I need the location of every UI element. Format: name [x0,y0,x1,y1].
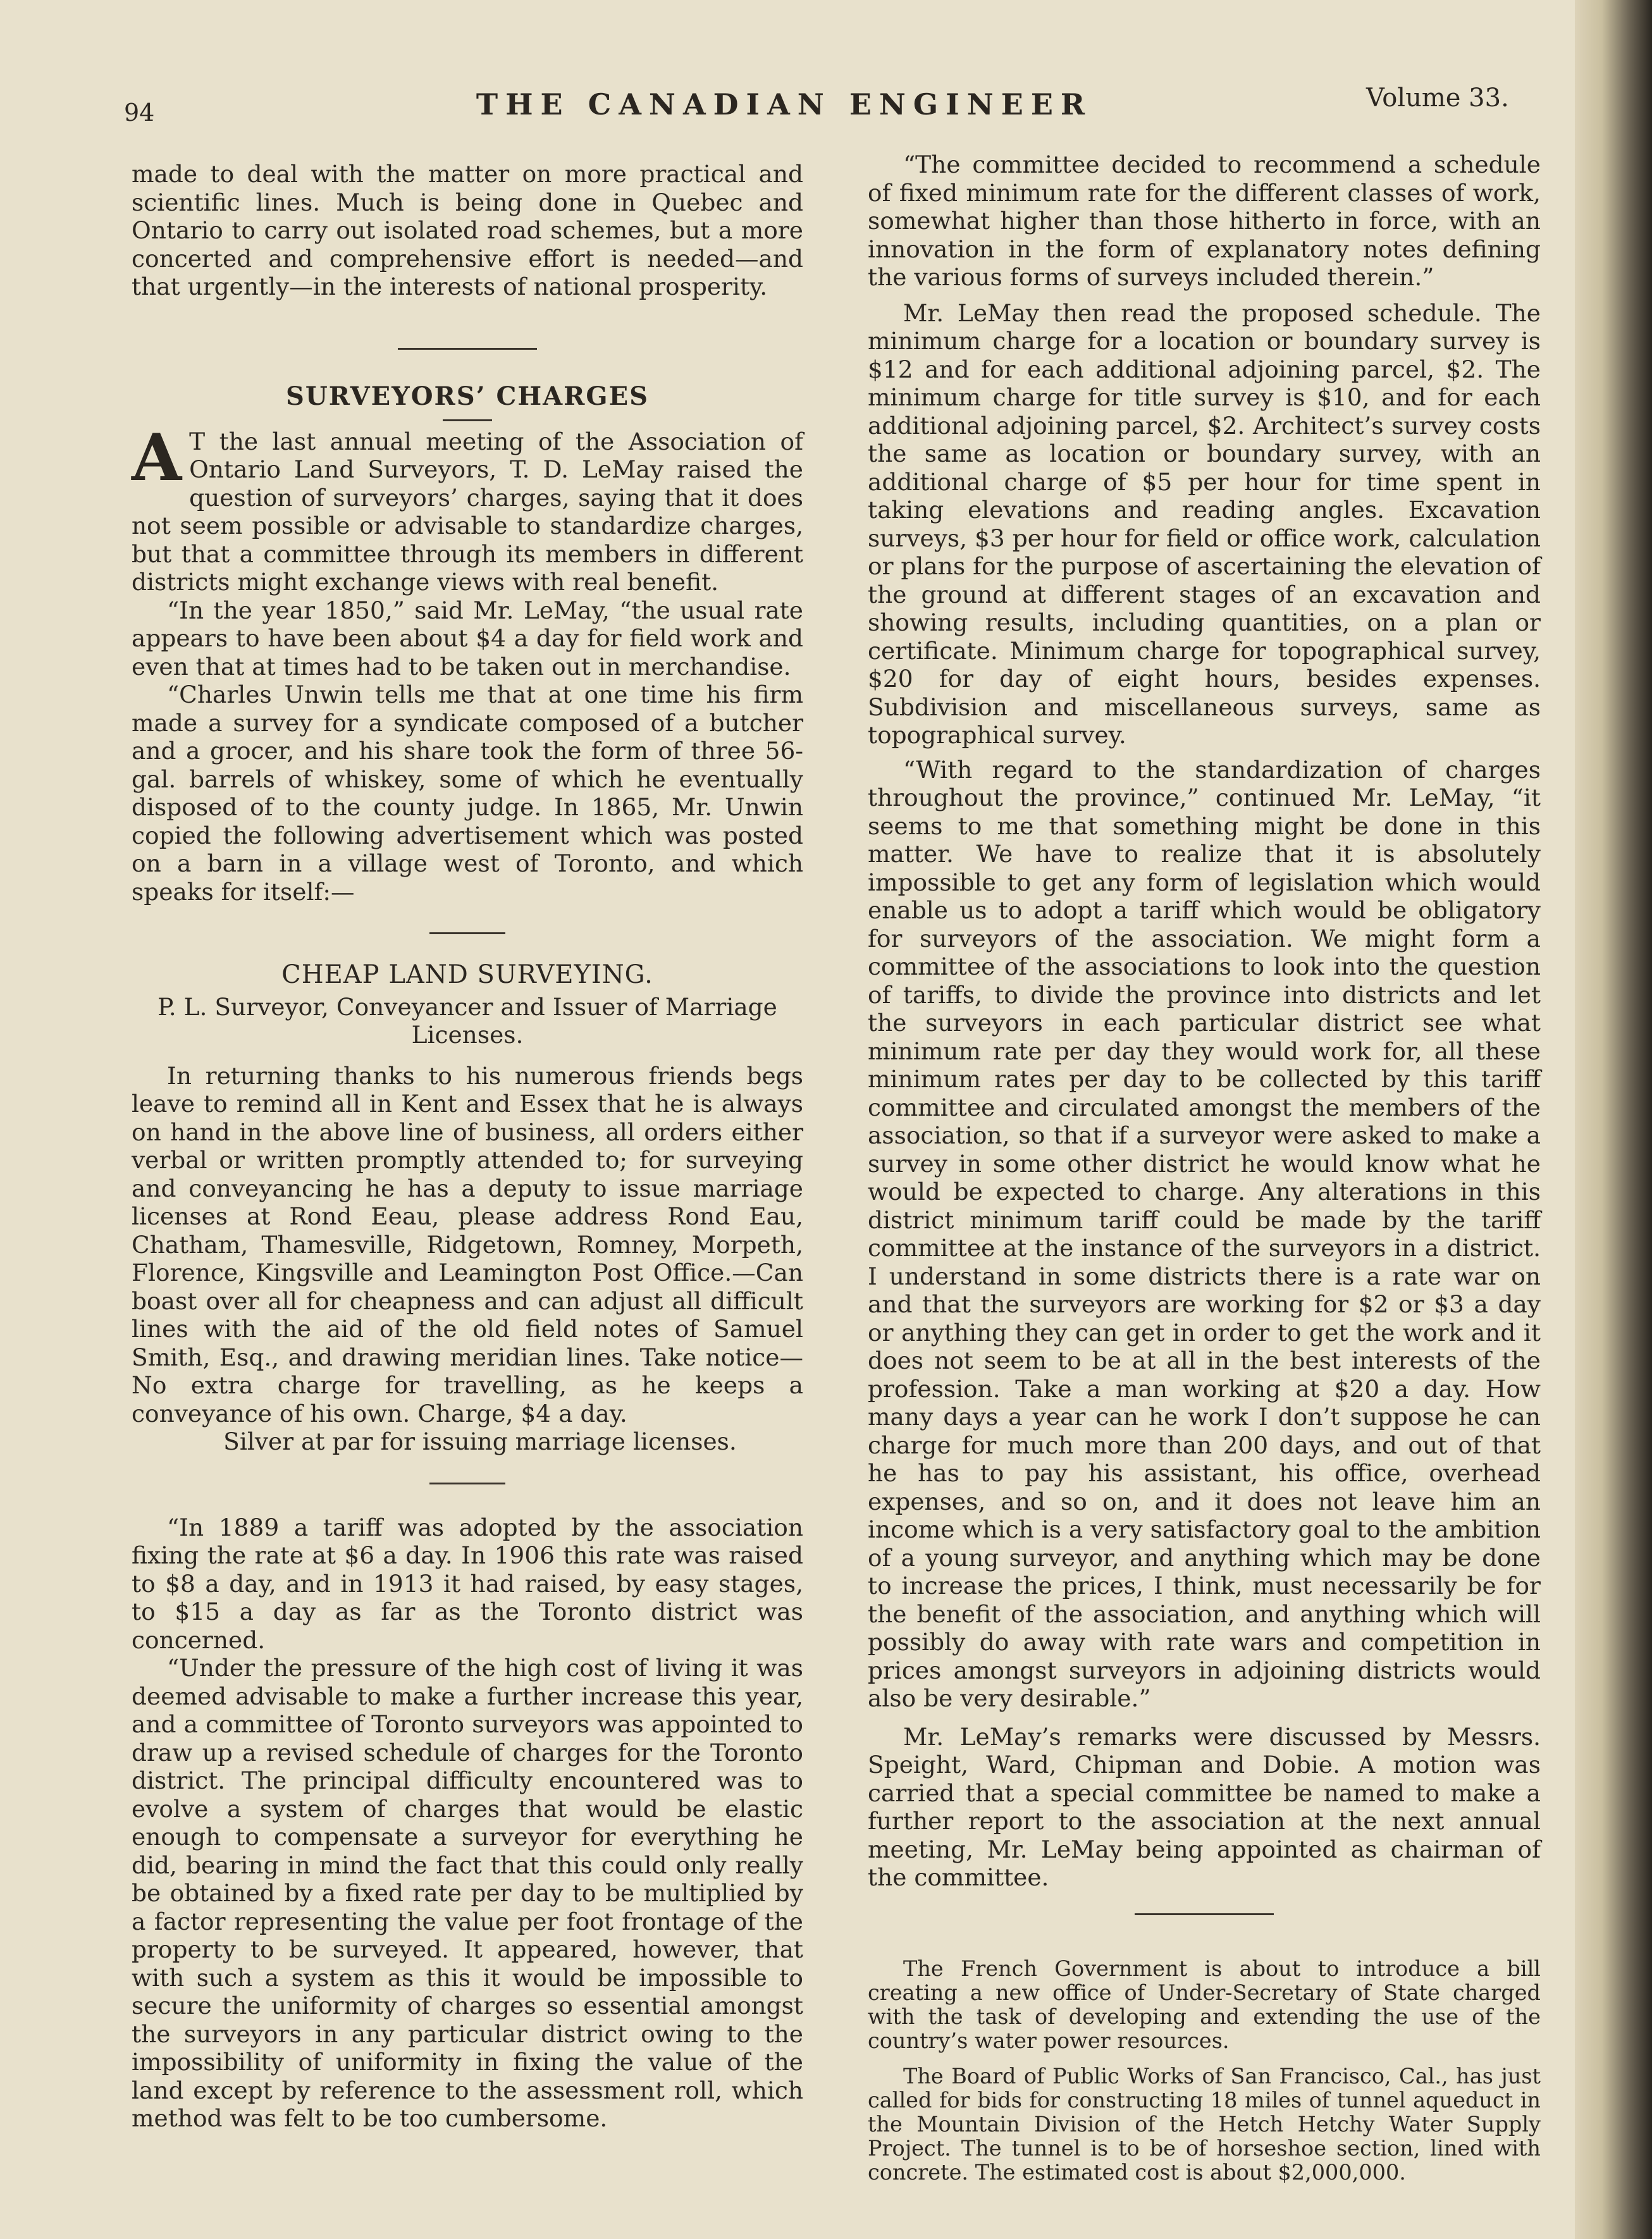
ad-title: CHEAP LAND SURVEYING. [281,960,653,989]
ad-body: In returning thanks to his numerous friends begs leave to remind all in Kent and Essex that he is always on hand in the above line of business, all orders either verbal or written promptly attended to; for surveying and conveyancing he has a deputy to issue marriage licenses at Rond Eeau, please address Rond Eau, Chatham, Thamesville, Ridgetown, Romney, Morpeth, Florence, Kingsville and Leamington Post Office.—Can boast over all for cheapness and can adjust all difficult lines with the aid of the old field notes of Samuel Smith, Esq., and drawing meridian lines. Take notice—No extra charge for travelling, as he keeps a conveyance of his own. Charge, $4 a day. [132,1061,803,1428]
right-column [868,151,1541,2185]
ad-footer: Silver at par for issuing marriage licenses. [223,1428,737,1455]
article-para-5: “Under the pressure of the high cost of living it was deemed advisable to make a further increase this year, and a committee of Toronto surveyors was appointed to draw up a revised schedule of charges for the Toronto district. The principal difficulty encountered was to evolve a system of charges that would be elastic enough to compensate a surveyor for everything he did, bearing in mind the fact that this could only really be obtained by a fixed rate per day to be multiplied by a factor representing the value per foot frontage of the property to be surveyed. It appeared, however, that with such a system as this it would be impossible to secure the uniformity of charges so essential amongst the surveyors in any particular district owing to the impossibility of uniformity in fixing the value of the land except by reference to the assessment roll, which method was felt to be too cumbersome. [132,1654,803,2132]
volume-label: Volume 33. [1366,83,1509,113]
intro-paragraph: made to deal with the matter on more practical and scientific lines. Much is being done in Quebec and Ontario to carry out isolated road schemes, but a more concerted and comprehensive effort is needed—and that urgently—in the interests of national prosperity. [132,160,803,300]
page-header [0,75,1569,132]
article-para-8: “With regard to the standardization of charges throughout the province,” continued Mr. LeMay, “it seems to me that something might be done in this matter. We have to realize that it is absolutely impossible to get any form of legislation which would enable us to adopt a tariff which would be obligatory for surveyors of the association. We might form a committee of the associations to look into the question of tariffs, to divide the province into districts and let the surveyors in each particular district see what minimum rate per day they would work for, all these minimum rates per day to be collected by this tariff committee and circulated amongst the members of the association, so that if a surveyor were asked to make a survey in some other district he would know what he would be expected to charge. Any alterations in this district minimum tariff could be made by the tariff committee at the instance of the surveyors in a district. I understand in some districts there is a rate war on and that the surveyors are working for $2 or $3 a day or anything they can get in order to get the work and it does not seem to be at all in the best interests of the profession. Take a man working at $20 a day. How many days a year can he work I don’t suppose he can charge for much more than 200 days, and out of that he has to pay his assistant, his office, overhead expenses, and so on, and it does not leave him an income which is a very satisfactory goal to the ambition of a young surveyor, and anything which may be done to increase the prices, I think, must necessarily be for the benefit of the association, and anything which will possibly do away with rate wars and competition in prices amongst surveyors in adjoining districts would also be very desirable.” [868,755,1541,1712]
article-para-3: “Charles Unwin tells me that at one time his firm made a survey for a syndicate composed of a butcher and a grocer, and his share took the form of three 56-gal. barrels of whiskey, some of which he eventually disposed of to the county judge. In 1865, Mr. Unwin copied the following advertisement which was posted on a barn in a village west of Toronto, and which speaks for itself:— [132,681,803,906]
article-para-7: Mr. LeMay then read the proposed schedule. The minimum charge for a location or boundary survey is $12 and for each additional adjoining parcel, $2. The minimum charge for title survey is $10, and for each additional adjoining parcel, $2. Architect’s survey costs the same as location or boundary survey, with an additional charge of $5 per hour for time spent in taking elevations and reading angles. Excavation surveys, $3 per hour for field or office work, calculation or plans for the purpose of ascertaining the elevation of the ground at different stages of an excavation and showing results, including quantities, on a plan or certificate. Minimum charge for topographical survey, $20 for day of eight hours, besides expenses. Subdivision and miscellaneous surveys, same as topographical survey. [868,299,1541,749]
book-spine-shadow [1575,0,1652,2239]
article-para-9: Mr. LeMay’s remarks were discussed by Messrs. Speight, Ward, Chipman and Dobie. A motion was carried that a special committee be named to make a further report to the association at the next annual meeting, Mr. LeMay being appointed as chairman of the committee. [868,1722,1541,1891]
journal-title: THE CANADIAN ENGINEER [476,87,1093,121]
ad-subtitle: P. L. Surveyor, Conveyancer and Issuer of Marriage Licenses. [157,992,777,1049]
drop-cap: A [132,419,182,496]
news-note-2: The Board of Public Works of San Francisco, Cal., has just called for bids for constructing 18 miles of tunnel aqueduct in the Mountain Division of the Hetch Hetchy Water Supply Project. The tunnel is to be of horseshoe section, lined with concrete. The estimated cost is about $2,000,000. [868,2063,1541,2185]
article-title: SURVEYORS’ CHARGES [286,381,649,411]
left-column [132,160,803,2133]
article-para-6: “The committee decided to recommend a schedule of fixed minimum rate for the different classes of work, somewhat higher than those hitherto in force, with an innovation in the form of explanatory notes defining the various forms of surveys included therein.” [868,151,1541,291]
article-para-1 [132,419,803,596]
article-para-1-text: T the last annual meeting of the Association of Ontario Land Surveyors, T. D. LeMay raised the question of surveyors’ charges, saying that it does not seem possible or advisable to standardize charges, but that a committee through its members in different districts might exchange views with real benefit. [132,427,803,596]
article-para-2: “In the year 1850,” said Mr. LeMay, “the usual rate appears to have been about $4 a day for field work and even that at times had to be taken out in merchandise. [132,596,803,681]
page-number: 94 [124,99,155,126]
article-para-4: “In 1889 a tariff was adopted by the association fixing the rate at $6 a day. In 1906 this rate was raised to $8 a day, and in 1913 it had raised, by easy stages, to $15 a day as far as the Toronto district was concerned. [132,1513,803,1654]
news-note-1: The French Government is about to introduce a bill creating a new office of Under-Secretary of State charged with the task of developing and extending the use of the country’s water power resources. [868,1956,1541,2053]
